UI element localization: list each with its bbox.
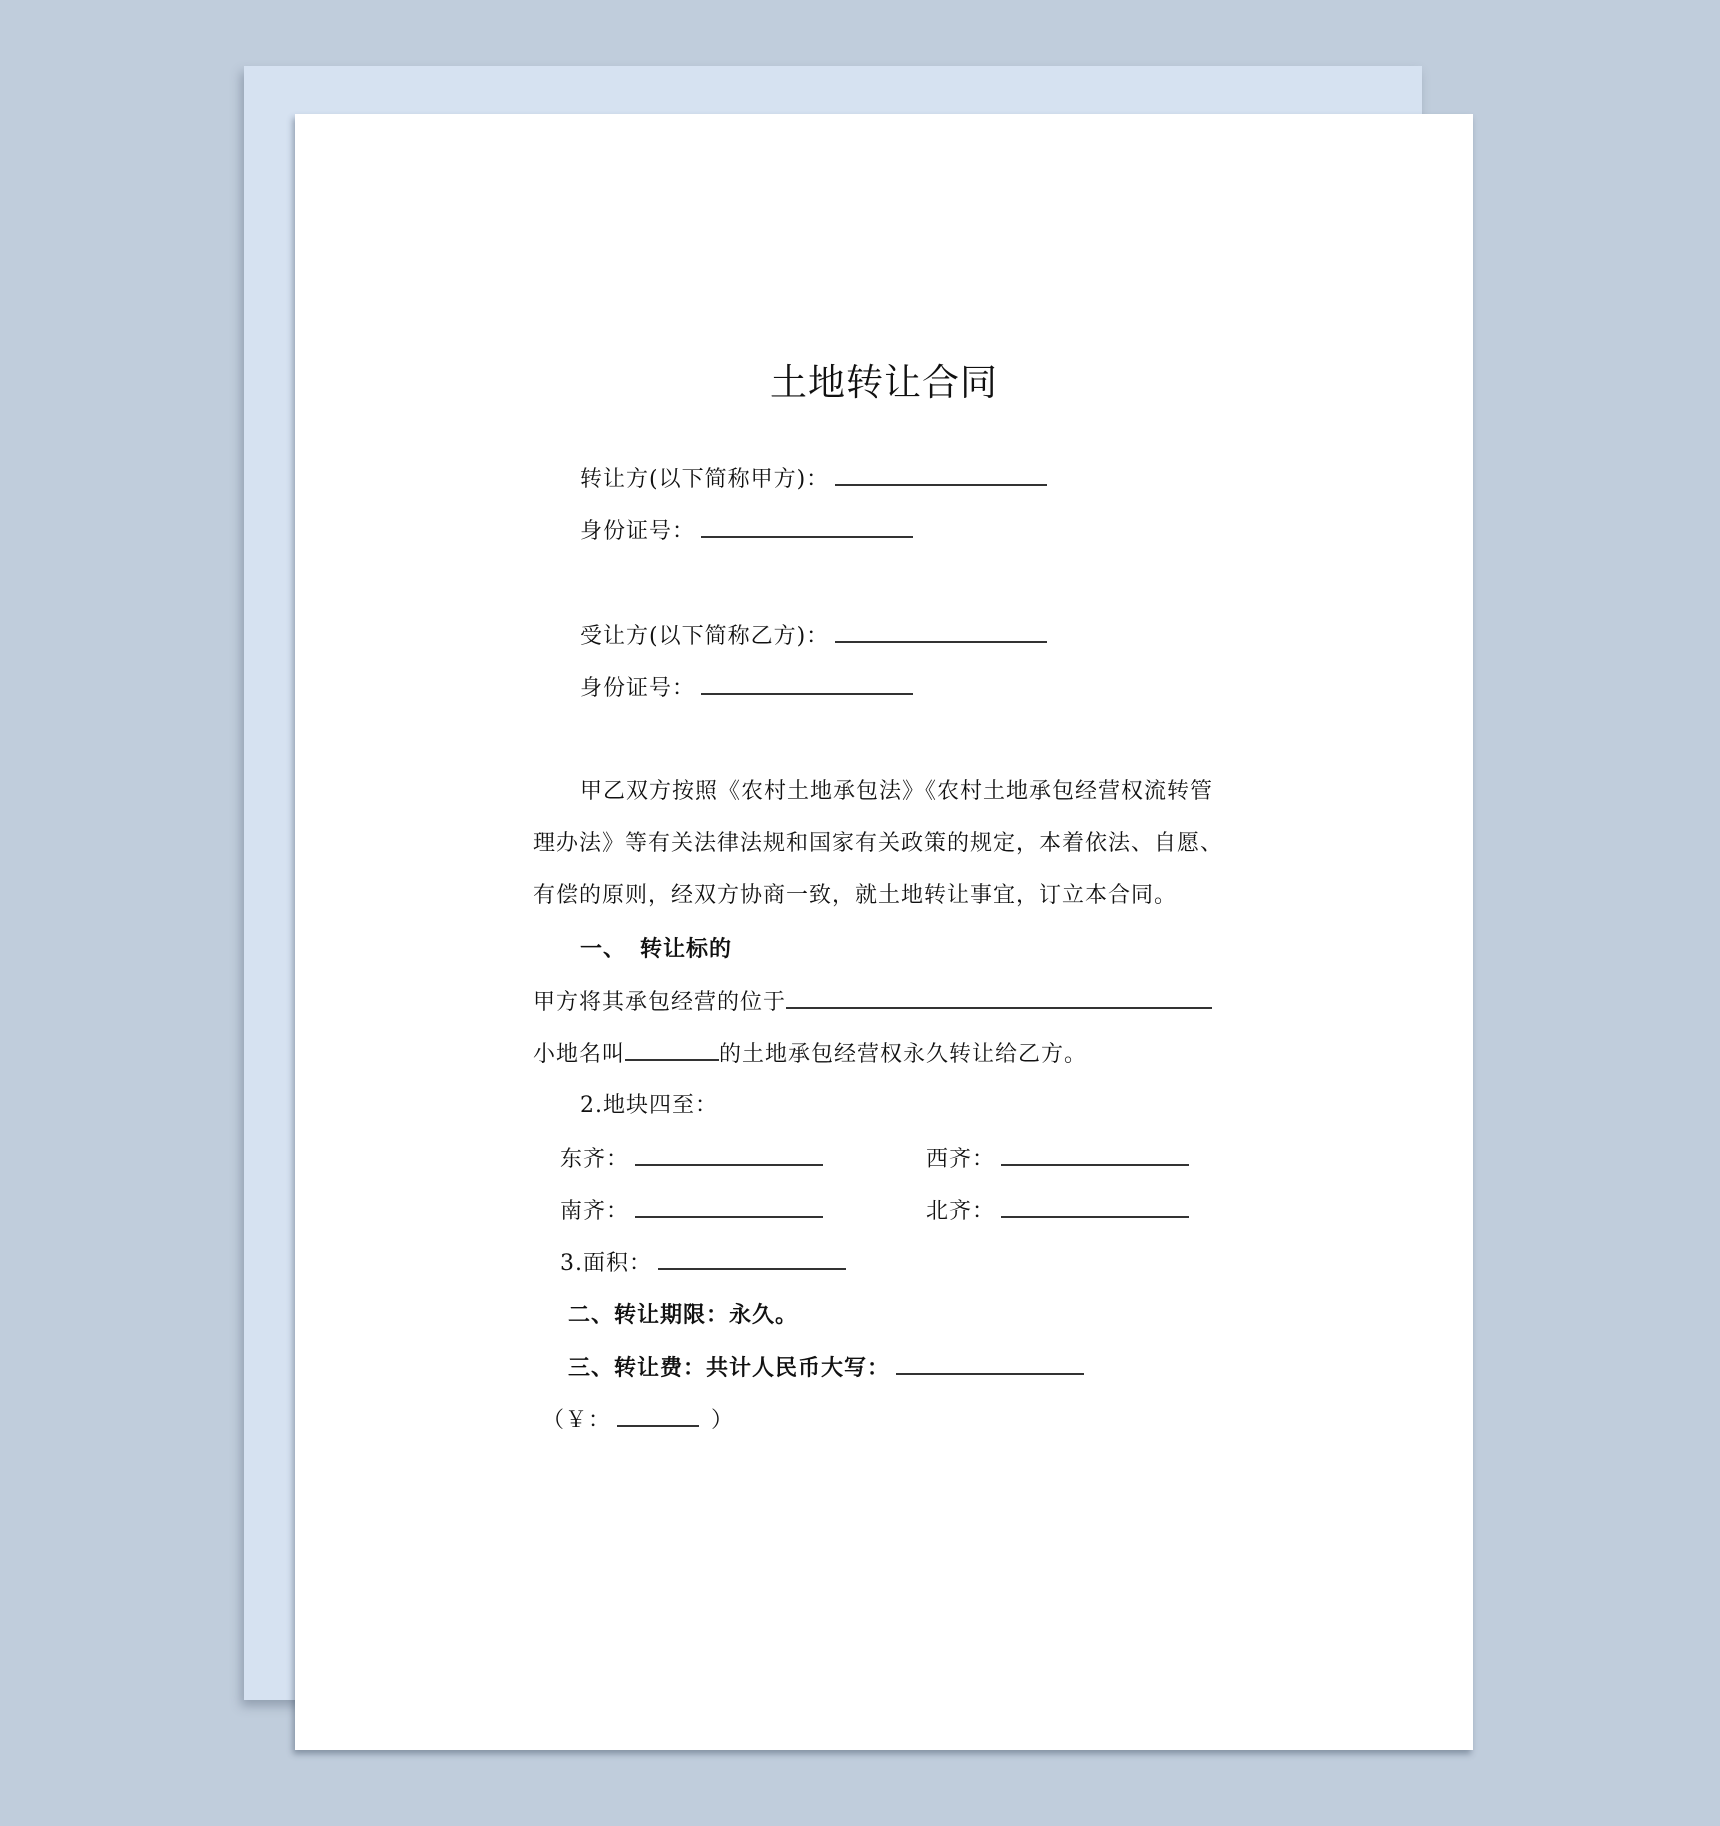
preamble-line-1: 甲乙双方按照《农村土地承包法》《农村土地承包经营权流转管 [580, 779, 1214, 804]
fee-uppercase-blank[interactable] [896, 1353, 1084, 1375]
party-b-blank[interactable] [835, 621, 1047, 643]
south-blank[interactable] [635, 1196, 823, 1218]
amount-open: （￥： [542, 1408, 612, 1433]
party-a-label: 转让方(以下简称甲方)： [580, 467, 830, 492]
party-b-id-row [580, 673, 913, 703]
party-b-label: 受让方(以下简称乙方)： [580, 624, 830, 649]
amount-blank[interactable] [617, 1405, 699, 1427]
east-blank[interactable] [635, 1144, 823, 1166]
boundaries-label: 2.地块四至： [580, 1093, 718, 1118]
section1-title: 转让标的 [640, 936, 733, 962]
location-label: 甲方将其承包经营的位于 [533, 990, 787, 1015]
land-name-prefix: 小地名叫 [533, 1042, 626, 1067]
party-b-id-label: 身份证号： [580, 676, 696, 701]
document-page [295, 114, 1473, 1750]
south-label: 南齐： [560, 1199, 630, 1224]
east-row [560, 1144, 823, 1174]
party-a-blank[interactable] [835, 464, 1047, 486]
location-row [533, 987, 1212, 1017]
west-row [926, 1144, 1189, 1174]
north-label: 北齐： [926, 1199, 996, 1224]
party-a-row [580, 464, 1047, 494]
south-row [560, 1196, 823, 1226]
land-name-suffix: 的土地承包经营权永久转让给乙方。 [719, 1042, 1088, 1067]
party-b-id-blank[interactable] [701, 673, 913, 695]
party-a-id-blank[interactable] [701, 516, 913, 538]
west-blank[interactable] [1001, 1144, 1189, 1166]
document-title: 土地转让合同 [770, 361, 998, 404]
section2-term: 二、转让期限：永久。 [568, 1302, 799, 1328]
section1-number: 一、 [580, 936, 627, 962]
west-label: 西齐： [926, 1147, 996, 1172]
preamble-line-2: 理办法》等有关法律法规和国家有关政策的规定，本着依法、自愿、 [533, 831, 1224, 856]
section3-fee-row [568, 1353, 1084, 1382]
party-a-id-label: 身份证号： [580, 519, 696, 544]
preamble-line-3: 有偿的原则，经双方协商一致，就土地转让事宜，订立本合同。 [533, 883, 1178, 908]
amount-close: ） [711, 1408, 735, 1433]
location-blank[interactable] [786, 987, 1212, 1009]
amount-row [542, 1405, 734, 1435]
land-name-row [533, 1039, 1087, 1069]
area-label: 3.面积： [560, 1251, 652, 1276]
section1-heading [580, 935, 732, 963]
land-name-blank[interactable] [625, 1039, 719, 1061]
section3-fee-label: 三、转让费：共计人民币大写： [568, 1355, 891, 1381]
area-row [560, 1248, 846, 1278]
north-row [926, 1196, 1189, 1226]
east-label: 东齐： [560, 1147, 630, 1172]
party-b-row [580, 621, 1047, 651]
party-a-id-row [580, 516, 913, 546]
area-blank[interactable] [658, 1248, 846, 1270]
north-blank[interactable] [1001, 1196, 1189, 1218]
